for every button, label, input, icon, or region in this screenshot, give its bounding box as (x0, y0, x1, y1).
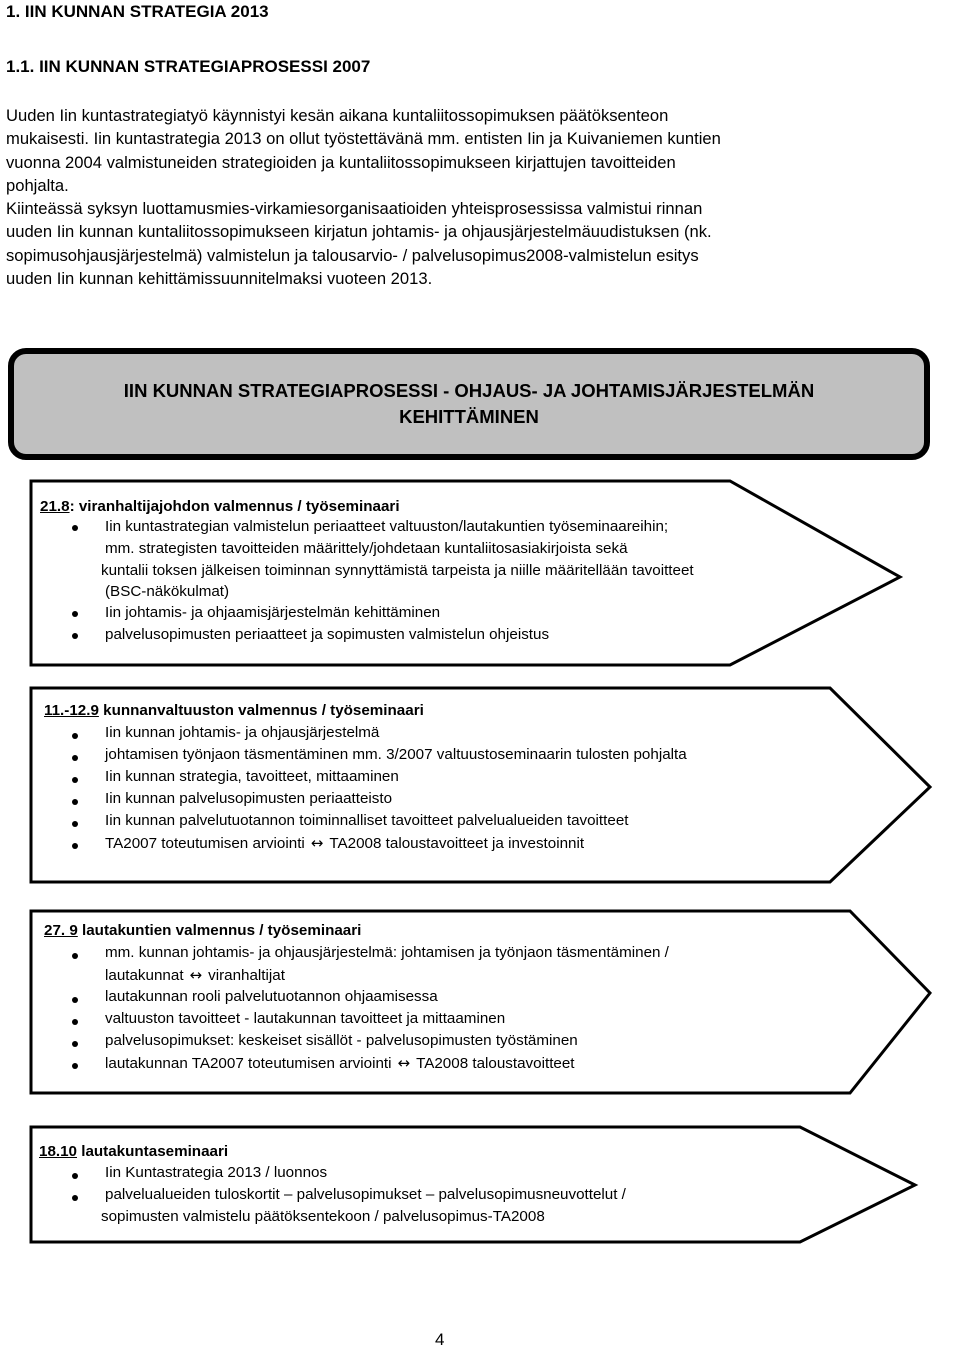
bullet (72, 611, 78, 617)
bullet (72, 1019, 78, 1025)
bullet (72, 997, 78, 1003)
list-item: palvelusopimusten periaatteet ja sopimusten valmistelun ohjeistus (105, 626, 550, 643)
intro-line: Kiinteässä syksyn luottamusmies-virkamiesorganisaatioiden yhteisprosessissa valmistui rinnan (6, 199, 703, 219)
list-item (105, 1054, 575, 1072)
list-item: johtamisen työnjaon täsmentäminen mm. 3/2007 valtuustoseminaarin tulosten pohjalta (105, 746, 687, 763)
bullet (72, 525, 78, 531)
list-item-text: TA2008 taloustavoitteet ja investoinnit (329, 835, 585, 852)
list-item: Iin Kuntastrategia 2013 / luonnos (105, 1164, 328, 1181)
bullet (72, 755, 78, 761)
bullet (72, 633, 78, 639)
bullet (72, 843, 78, 849)
left-right-arrow-icon: ↔ (397, 1054, 411, 1072)
list-item: Iin kunnan strategia, tavoitteet, mittaaminen (105, 768, 399, 785)
section-1-title-text: : viranhaltijajohdon valmennus / työseminaari (69, 498, 400, 515)
intro-line: uuden Iin kunnan kehittämissuunnitelmaksi vuoteen 2013. (6, 269, 433, 289)
list-item: valtuuston tavoitteet - lautakunnan tavoitteet ja mittaaminen (105, 1010, 506, 1027)
intro-line: uuden Iin kunnan kuntaliitossopimukseen kirjatun johtamis- ja ohjausjärjestelmäuudistuksen (nk. (6, 222, 712, 242)
banner-subtitle: KEHITTÄMINEN (399, 406, 539, 427)
intro-line: Uuden Iin kuntastrategiatyö käynnistyi kesän aikana kuntaliitossopimuksen päätöksenteon (6, 106, 669, 125)
bullet (72, 821, 78, 827)
section-4-title (39, 1143, 228, 1160)
section-2-title (44, 702, 424, 719)
banner-title: IIN KUNNAN STRATEGIAPROSESSI - OHJAUS- JA JOHTAMISJÄRJESTELMÄN (123, 380, 815, 401)
intro-line: pohjalta. (6, 175, 69, 195)
section-1-title (40, 498, 400, 515)
bullet (72, 1173, 78, 1179)
bullet (72, 1195, 78, 1201)
list-item: (BSC-näkökulmat) (105, 583, 230, 600)
bullet (72, 799, 78, 805)
section-4-date: 18.10 (39, 1143, 78, 1160)
list-item (105, 834, 584, 852)
section-2-title-text: kunnanvaltuuston valmennus / työseminaari (98, 702, 424, 719)
bullet (72, 733, 78, 739)
section-3-title (44, 922, 361, 939)
list-item-text: lautakunnat (105, 967, 184, 984)
chapter-heading: 1. IIN KUNNAN STRATEGIA 2013 (6, 2, 269, 21)
section-1-date: 21.8 (40, 498, 70, 515)
list-item: Iin kunnan johtamis- ja ohjausjärjestelmä (105, 724, 380, 741)
list-item: Iin johtamis- ja ohjaamisjärjestelmän kehittäminen (105, 604, 441, 621)
list-item: Iin kunnan palvelusopimusten periaatteisto (105, 790, 393, 807)
bullet (72, 777, 78, 783)
bullet (72, 1041, 78, 1047)
list-item: palvelusopimukset: keskeiset sisällöt - palvelusopimusten työstäminen (105, 1032, 578, 1049)
list-item-text: lautakunnan TA2007 toteutumisen arviointi (105, 1055, 392, 1072)
list-item: kuntalii toksen jälkeisen toiminnan synnyttämistä tarpeista ja niille määritellään tavoitteet (101, 562, 694, 579)
left-right-arrow-icon: ↔ (189, 966, 203, 984)
list-item-text: TA2008 taloustavoitteet (416, 1055, 575, 1072)
list-item: lautakunnan rooli palvelutuotannon ohjaamisessa (105, 988, 438, 1005)
left-right-arrow-icon: ↔ (310, 834, 324, 852)
bullet (72, 1063, 78, 1069)
section-3-title-text: lautakuntien valmennus / työseminaari (77, 922, 362, 939)
list-item (105, 966, 285, 984)
intro-line: vuonna 2004 valmistuneiden strategioiden ja kuntaliitossopimukseen kirjattujen tavoitteiden (6, 152, 676, 172)
list-item: Iin kunnan palvelutuotannon toiminnalliset tavoitteet palvelualueiden tavoitteet (105, 812, 629, 829)
list-item: sopimusten valmistelu päätöksentekoon / palvelusopimus-TA2008 (101, 1208, 545, 1225)
list-item: Iin kuntastrategian valmistelun periaatteet valtuuston/lautakuntien työseminaareihin; (105, 518, 669, 535)
section-heading: 1.1. IIN KUNNAN STRATEGIAPROSESSI 2007 (6, 57, 371, 76)
page-number: 4 (435, 1330, 445, 1349)
section-4-title-text: lautakuntaseminaari (77, 1143, 229, 1160)
list-item: mm. kunnan johtamis- ja ohjausjärjestelmä: johtamisen ja työnjaon täsmentäminen / (105, 944, 669, 961)
list-item: palvelualueiden tuloskortit – palvelusopimukset – palvelusopimusneuvottelut / (105, 1186, 626, 1203)
list-item: mm. strategisten tavoitteiden määrittely/johdetaan kuntaliitosasiakirjoista sekä (105, 540, 628, 557)
intro-line: mukaisesti. Iin kuntastrategia 2013 on ollut työstettävänä mm. entisten Iin ja Kuivaniemen kuntien (6, 129, 721, 149)
section-3-date: 27. 9 (44, 922, 78, 939)
section-2-date: 11.-12.9 (44, 702, 99, 719)
bullet (72, 953, 78, 959)
list-item-text: TA2007 toteutumisen arviointi (105, 835, 305, 852)
list-item-text: viranhaltijat (208, 967, 285, 984)
intro-line: sopimusohjausjärjestelmä) valmistelun ja talousarvio- / palvelusopimus2008-valmistelun esitys (6, 245, 699, 265)
